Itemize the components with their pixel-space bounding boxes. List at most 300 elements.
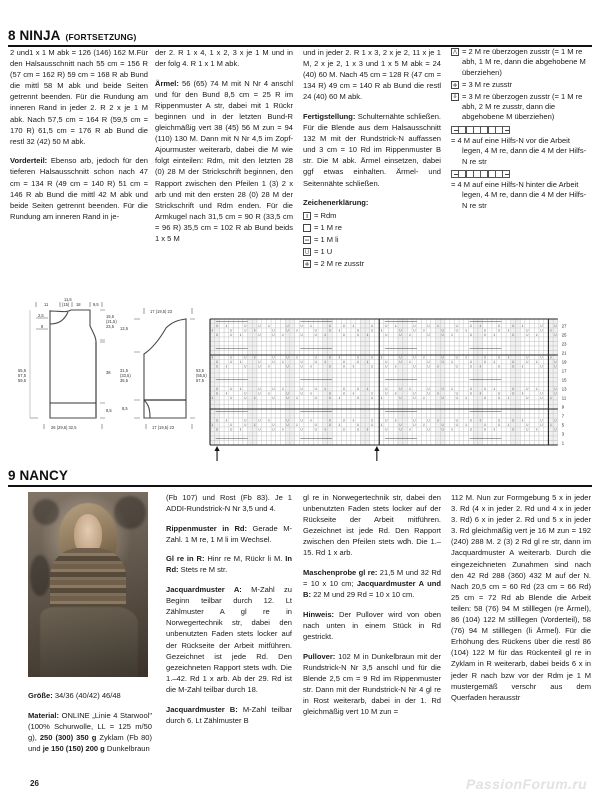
- svg-text:U: U: [441, 355, 444, 360]
- svg-text:U: U: [342, 418, 346, 423]
- legend-item-sk2p: [451, 92, 591, 123]
- svg-text:U: U: [385, 387, 388, 392]
- svg-text:U: U: [455, 324, 458, 329]
- text-hinweis: Der Pullover wird von oben nach unten in einem Stück in Rd gestrickt.: [303, 609, 441, 642]
- svg-text:U: U: [314, 333, 317, 338]
- ninja-col1-para1: 2 und1 x 1 M abk = 126 (146) 162 M.Für den Halsausschnitt nach 55 cm = 156 R (57 cm = 162 R) 59 cm = 168 R ab Bund die mittl 58 M abk und beide Seiten getrennt beenden. Für die Rundung am inneren Rand in jeder 2. R 2 x je 1 M abk. Nach 57,5 cm = 164 R (59,5 cm = 170 R) 61,5 cm = 176 R ab Bund die restl 32 (42) 50 M abk.: [10, 48, 148, 146]
- legend-label-k2tog: = 2 M re zusstr: [314, 258, 365, 268]
- text-groesse: 34/36 (40/42) 46/48: [52, 691, 121, 700]
- nancy-material: [28, 710, 152, 754]
- svg-text:17 (19,5) 23: 17 (19,5) 23: [152, 425, 175, 430]
- svg-text:U: U: [483, 387, 487, 392]
- svg-text:⇓: ⇓: [225, 324, 228, 329]
- svg-text:1: 1: [561, 440, 565, 446]
- svg-text:U: U: [300, 324, 303, 329]
- svg-text:U: U: [300, 427, 303, 432]
- svg-text:⇓: ⇓: [492, 360, 496, 365]
- legend-item-rdm: [303, 211, 441, 221]
- svg-text:U: U: [427, 324, 430, 329]
- svg-text:U: U: [229, 427, 233, 432]
- svg-text:⇓: ⇓: [422, 328, 426, 333]
- svg-text:U: U: [370, 396, 374, 401]
- legend-title: Zeichenerklärung:: [303, 198, 369, 208]
- svg-text:U: U: [328, 364, 332, 369]
- svg-text:U: U: [272, 328, 275, 333]
- svg-text:U: U: [455, 328, 458, 333]
- svg-text:⇓: ⇓: [478, 364, 482, 369]
- nancy-rippenmuster: [166, 523, 292, 545]
- svg-text:U: U: [314, 360, 317, 365]
- svg-text:U: U: [370, 328, 374, 333]
- nancy-groesse: [28, 690, 152, 701]
- svg-text:11: 11: [561, 395, 567, 401]
- svg-text:⇓: ⇓: [549, 328, 553, 333]
- svg-text:U: U: [272, 360, 275, 365]
- svg-text:⇓: ⇓: [478, 324, 482, 329]
- svg-text:U: U: [215, 427, 219, 432]
- svg-text:⇓: ⇓: [337, 396, 341, 401]
- svg-text:U: U: [272, 423, 275, 428]
- svg-text:⇓: ⇓: [450, 360, 454, 365]
- svg-text:U: U: [342, 387, 346, 392]
- nancy-col1-para1: (Fb 107) und Rost (Fb 83). Je 1 ADDI-Rundstrick-N Nr 3,5 und 4.: [166, 493, 292, 514]
- svg-text:⇓: ⇓: [450, 387, 454, 392]
- svg-text:U: U: [413, 423, 416, 428]
- label-glre: Gl re in R:: [166, 554, 205, 564]
- svg-text:U: U: [497, 423, 501, 428]
- svg-text:U: U: [215, 324, 219, 329]
- svg-text:⇓: ⇓: [210, 355, 214, 360]
- svg-text:U: U: [526, 360, 529, 365]
- svg-text:⇓: ⇓: [436, 364, 440, 369]
- svg-text:⇓: ⇓: [253, 328, 257, 333]
- svg-text:U: U: [399, 387, 402, 392]
- svg-text:U: U: [370, 418, 374, 423]
- svg-text:8,5: 8,5: [106, 408, 112, 413]
- svg-text:U: U: [511, 360, 515, 365]
- text-material-bold-2: je 150 (150) 200 g: [42, 743, 105, 753]
- svg-text:U: U: [356, 427, 360, 432]
- svg-text:U: U: [385, 391, 388, 396]
- svg-text:⇓: ⇓: [507, 396, 510, 401]
- nancy-column-1: [166, 492, 292, 726]
- svg-text:U: U: [497, 328, 501, 333]
- svg-text:U: U: [258, 324, 261, 329]
- svg-text:U: U: [244, 418, 247, 423]
- svg-text:⇓: ⇓: [549, 396, 553, 401]
- svg-text:⇓: ⇓: [464, 423, 468, 428]
- svg-text:U: U: [554, 333, 557, 338]
- legend-item-ssk: [451, 47, 591, 78]
- svg-text:U: U: [286, 418, 289, 423]
- section-title-ninja: 8 NINJA: [8, 28, 61, 43]
- text-maschenprobe: 21,5 M und 32 Rd = 10 x 10 cm;: [303, 568, 441, 589]
- svg-text:57,5: 57,5: [18, 373, 26, 378]
- svg-text:8,5: 8,5: [122, 406, 128, 411]
- svg-text:U: U: [497, 391, 501, 396]
- svg-text:23: 23: [561, 341, 567, 347]
- svg-text:3: 3: [561, 431, 565, 437]
- k3tog-symbol-icon: [451, 81, 459, 89]
- svg-text:U: U: [540, 355, 543, 360]
- svg-text:7: 7: [561, 413, 565, 419]
- legend-label-k3tog: = 3 M re zusstr: [462, 79, 513, 89]
- svg-text:U: U: [229, 355, 233, 360]
- svg-text:U: U: [497, 418, 501, 423]
- nancy-jacquard-a: [166, 584, 292, 695]
- svg-text:⇓: ⇓: [549, 355, 553, 360]
- svg-text:U: U: [441, 396, 444, 401]
- svg-text:⇓: ⇓: [225, 364, 228, 369]
- svg-text:U: U: [215, 387, 219, 392]
- svg-text:U: U: [497, 396, 501, 401]
- ninja-col3-para1: und in jeder 2. R 1 x 3, 2 x je 2, 11 x je 1 M, 2 x je 2, 1 x 3 und 1 x 5 M abk = 24 (40) 60 M. Nach 45 cm = 128 R (47 cm = 134 R) 49 cm = 140 R ab Bund die restl 24 (40) 60 M abk.: [303, 48, 441, 102]
- svg-text:⇓: ⇓: [351, 418, 355, 423]
- svg-text:U: U: [427, 387, 430, 392]
- text-maschenprobe-2: 22 M und 29 Rd = 10 x 10 cm.: [310, 590, 415, 600]
- svg-text:⇓: ⇓: [366, 333, 369, 338]
- label-jacquard-a: Jacquardmuster A:: [166, 585, 242, 595]
- svg-text:⇓: ⇓: [366, 427, 369, 432]
- svg-text:⇓: ⇓: [253, 396, 257, 401]
- ninja-col1-vorderteil: [10, 155, 148, 222]
- svg-text:U: U: [540, 328, 543, 333]
- svg-text:U: U: [244, 391, 247, 396]
- svg-text:25: 25: [561, 332, 567, 338]
- svg-text:U: U: [483, 396, 487, 401]
- svg-text:⇓: ⇓: [450, 333, 454, 338]
- svg-text:⇓: ⇓: [281, 360, 285, 365]
- svg-text:U: U: [300, 364, 303, 369]
- svg-text:⇓: ⇓: [309, 364, 313, 369]
- svg-text:U: U: [399, 333, 402, 338]
- svg-text:18: 18: [76, 302, 81, 307]
- svg-text:U: U: [511, 418, 515, 423]
- svg-text:⇓: ⇓: [535, 360, 539, 365]
- svg-text:U: U: [483, 360, 487, 365]
- svg-text:U: U: [413, 364, 416, 369]
- svg-text:13,5: 13,5: [120, 326, 128, 331]
- svg-text:U: U: [258, 364, 261, 369]
- svg-text:15: 15: [561, 377, 567, 383]
- section-subtitle-ninja: (FORTSETZUNG): [65, 32, 137, 42]
- svg-text:U: U: [427, 364, 430, 369]
- svg-text:⇓: ⇓: [281, 333, 285, 338]
- nancy-jacquard-b: [166, 704, 292, 726]
- legend-item-purl: [303, 235, 441, 245]
- svg-text:U: U: [427, 333, 430, 338]
- label-glre-rd: In Rd:: [166, 554, 292, 575]
- ninja-col2-para1: der 2. R 1 x 4, 1 x 2, 3 x je 1 M und in der folg 4. R 1 x 1 M abk.: [155, 48, 293, 69]
- svg-text:⇓: ⇓: [507, 423, 510, 428]
- svg-text:U: U: [385, 418, 388, 423]
- svg-text:⇓: ⇓: [337, 355, 341, 360]
- svg-text:U: U: [244, 364, 247, 369]
- svg-text:U: U: [385, 427, 388, 432]
- svg-text:U: U: [469, 360, 473, 365]
- svg-text:27: 27: [561, 323, 567, 329]
- svg-text:⇓: ⇓: [239, 427, 242, 432]
- svg-text:U: U: [540, 391, 543, 396]
- svg-text:⇓: ⇓: [337, 328, 341, 333]
- svg-text:U: U: [526, 396, 529, 401]
- svg-text:U: U: [526, 427, 529, 432]
- svg-text:⇓: ⇓: [422, 396, 426, 401]
- svg-text:⇓: ⇓: [323, 427, 327, 432]
- svg-text:U: U: [455, 364, 458, 369]
- svg-text:U: U: [286, 324, 289, 329]
- svg-text:⇓: ⇓: [239, 360, 242, 365]
- svg-text:⇓: ⇓: [323, 387, 327, 392]
- svg-text:⇓: ⇓: [351, 324, 355, 329]
- svg-text:U: U: [427, 427, 430, 432]
- label-vorderteil: Vorderteil:: [10, 156, 48, 166]
- svg-text:U: U: [441, 423, 444, 428]
- label-pullover: Pullover:: [303, 651, 336, 661]
- legend-item-yarnover: [303, 247, 441, 257]
- svg-text:⇓: ⇓: [366, 360, 369, 365]
- svg-text:U: U: [469, 391, 473, 396]
- svg-text:⇓: ⇓: [309, 324, 313, 329]
- svg-text:U: U: [314, 427, 317, 432]
- svg-text:(21,5): (21,5): [106, 319, 117, 324]
- svg-text:⇓: ⇓: [521, 364, 524, 369]
- svg-text:U: U: [441, 333, 444, 338]
- svg-text:⇓: ⇓: [351, 391, 355, 396]
- svg-text:U: U: [342, 391, 346, 396]
- svg-text:U: U: [483, 355, 487, 360]
- svg-text:⇓: ⇓: [225, 391, 228, 396]
- svg-text:U: U: [526, 423, 529, 428]
- svg-text:U: U: [258, 387, 261, 392]
- nancy-column-2: [303, 492, 441, 717]
- svg-text:⇓: ⇓: [492, 387, 496, 392]
- svg-text:⇓: ⇓: [323, 360, 327, 365]
- svg-text:17 (19,5) 23: 17 (19,5) 23: [150, 309, 173, 314]
- svg-text:U: U: [229, 333, 233, 338]
- ninja-col2-aermel: [155, 78, 293, 244]
- svg-text:U: U: [554, 427, 557, 432]
- svg-text:U: U: [244, 396, 247, 401]
- svg-text:U: U: [441, 360, 444, 365]
- svg-text:U: U: [370, 324, 374, 329]
- svg-text:U: U: [286, 423, 289, 428]
- svg-text:⇓: ⇓: [478, 391, 482, 396]
- svg-text:U: U: [342, 333, 346, 338]
- svg-text:⇓: ⇓: [394, 391, 398, 396]
- rdm-symbol-icon: [303, 212, 311, 220]
- svg-text:⇓: ⇓: [408, 333, 412, 338]
- svg-text:U: U: [497, 355, 501, 360]
- svg-text:⇓: ⇓: [436, 418, 440, 423]
- svg-text:⇓: ⇓: [507, 355, 510, 360]
- text-jacquard-a: M-Zahl zu Beginn teilbar durch 12. Lt Zählmuster A gl re in Norwegertechnik str, dabei den unbenutzten Faden stets locker auf der Rückseite der Arbeit mitführen. Gezeichnet ist jede Rd. Den gezeichneten Rapport stets wdh. Die 1.–42. Rd 1 x arb. Ab der 29. Rd ist die M-Zahl teilbar durch 18.: [166, 585, 292, 694]
- svg-text:U: U: [455, 396, 458, 401]
- svg-text:U: U: [427, 418, 430, 423]
- label-aermel: Ärmel:: [155, 78, 179, 88]
- text-aermel: 56 (65) 74 M mit N Nr 4 anschl und für den Bund 8,5 cm = 25 R im Rippenmuster A str, dabei mit 1 Rückr beginnen und in der letzten Bund-R gleichmäßig vert 38 (45) 56 M zun = 94 (110) 130 M. Dann mit N Nr 4,5 im Zopf-Ajourmuster weiterarb, dabei die M wie folgt einteilen: Rdm, mit den letzten 28 (0) 28 M der Strickschrift beginnen, den Rapport zwischen den Pfeilen 1 (3) 2 x arb und mit den ersten 28 (0) 28 M der Strickschrift und Rdm enden. Für die Armkugel nach 31,5 cm = 90 R (33,5 cm = 96 R) 35,5 cm = 102 R ab Bund beids 1 x 5 M: [155, 78, 293, 243]
- cable-front-symbol-icon: [451, 126, 591, 134]
- svg-text:U: U: [399, 396, 402, 401]
- svg-text:U: U: [554, 324, 557, 329]
- svg-text:U: U: [370, 364, 374, 369]
- svg-text:⇓: ⇓: [535, 387, 539, 392]
- svg-text:⇓: ⇓: [267, 324, 271, 329]
- svg-text:U: U: [314, 328, 317, 333]
- svg-text:U: U: [356, 423, 360, 428]
- svg-text:U: U: [385, 364, 388, 369]
- section-header-nancy: [8, 468, 592, 487]
- svg-text:⇓: ⇓: [464, 328, 468, 333]
- text-fertigstellung: Schulternähte schließen. Für die Blende aus dem Halsausschnitt 132 M mit der Rundstrick-N auffassen und 3 cm = 10 Rd im Rippenmuster B str. Die M abk. Ärmel einsetzen, dabei ggf etwas einhalten. Ärmel- und Seitennähte schließen.: [303, 111, 441, 188]
- nancy-hinweis: [303, 609, 441, 642]
- svg-text:53,5: 53,5: [196, 368, 204, 373]
- svg-text:U: U: [215, 360, 219, 365]
- svg-text:⇓: ⇓: [422, 423, 426, 428]
- nancy-glre: [166, 553, 292, 575]
- svg-text:⇓: ⇓: [239, 333, 242, 338]
- svg-text:U: U: [215, 418, 219, 423]
- ssk-symbol-icon: [451, 48, 459, 56]
- svg-text:U: U: [413, 355, 416, 360]
- svg-text:U: U: [455, 418, 458, 423]
- svg-text:U: U: [399, 328, 402, 333]
- svg-text:38: 38: [106, 370, 111, 375]
- nancy-meta-column: [28, 690, 152, 754]
- svg-text:U: U: [511, 324, 515, 329]
- svg-text:U: U: [342, 324, 346, 329]
- svg-text:U: U: [469, 364, 473, 369]
- svg-text:U: U: [497, 364, 501, 369]
- svg-text:U: U: [356, 396, 360, 401]
- legend-label-yarnover: = 1 U: [314, 246, 333, 256]
- svg-text:⇓: ⇓: [380, 355, 383, 360]
- legend-label-cable-back: = 4 M auf eine Hilfs-N hinter die Arbeit legen, 4 M re, dann die 4 M der Hilfs-N re str: [451, 180, 587, 210]
- svg-text:⇓: ⇓: [380, 396, 383, 401]
- svg-text:⇓: ⇓: [309, 391, 313, 396]
- label-hinweis: Hinweis:: [303, 609, 335, 619]
- svg-text:⇓: ⇓: [521, 391, 524, 396]
- svg-text:U: U: [511, 333, 515, 338]
- svg-text:U: U: [511, 364, 515, 369]
- sleeve-schematic: [110, 296, 215, 436]
- section-title-nancy: 9 NANCY: [8, 468, 68, 483]
- text-rippenmuster: Gerade M-Zahl. 1 M re, 1 M li im Wechsel.: [166, 523, 293, 544]
- svg-text:U: U: [483, 427, 487, 432]
- svg-text:U: U: [300, 360, 303, 365]
- svg-text:⇓: ⇓: [478, 418, 482, 423]
- svg-text:U: U: [511, 391, 515, 396]
- legend-label-knit: = 1 M re: [314, 223, 342, 233]
- svg-text:U: U: [370, 423, 374, 428]
- nancy-maschenprobe: [303, 567, 441, 600]
- svg-text:U: U: [272, 333, 275, 338]
- svg-text:⇓: ⇓: [408, 427, 412, 432]
- svg-text:⇓: ⇓: [408, 360, 412, 365]
- svg-text:U: U: [370, 355, 374, 360]
- svg-text:U: U: [540, 324, 543, 329]
- svg-text:⇓: ⇓: [267, 391, 271, 396]
- text-pullover: 102 M in Dunkelbraun mit der Rundstrick-N Nr 3,5 anschl und für die Blende 2,5 cm = 9 Rd im Rippenmuster str. Dann mit der Rundstrick-N Nr 4 gl re in Rost weiterarb, dabei in der 1. Rd gleichmäßig vert 10 M zun =: [303, 651, 441, 717]
- legend-label-purl: = 1 M li: [314, 235, 339, 245]
- svg-text:⇓: ⇓: [436, 391, 440, 396]
- svg-text:U: U: [229, 328, 233, 333]
- svg-text:21: 21: [561, 350, 567, 356]
- yarn-over-symbol-icon: [303, 248, 311, 256]
- svg-text:U: U: [258, 427, 261, 432]
- svg-text:⇓: ⇓: [267, 418, 271, 423]
- svg-text:U: U: [385, 324, 388, 329]
- svg-text:U: U: [540, 396, 543, 401]
- svg-text:U: U: [526, 333, 529, 338]
- svg-text:U: U: [328, 328, 332, 333]
- svg-text:⇓: ⇓: [464, 355, 468, 360]
- text-glre: Hinr re M, Rückr li M.: [204, 554, 286, 564]
- svg-text:U: U: [286, 328, 289, 333]
- svg-text:U: U: [272, 355, 275, 360]
- svg-text:U: U: [300, 418, 303, 423]
- text-vorderteil: Ebenso arb, jedoch für den tieferen Halsausschnitt schon nach 47 cm = 134 R (49 cm = 140 R) 51 cm = 146 R ab Bund die mittl 42 M abk und beide Seiten getrennt beenden. Für die Rundung am inneren Rand in je-: [10, 156, 148, 221]
- svg-text:⇓: ⇓: [507, 328, 510, 333]
- svg-text:U: U: [399, 427, 402, 432]
- svg-text:⇓: ⇓: [380, 423, 383, 428]
- ninja-col3-fertigstellung: [303, 111, 441, 189]
- svg-text:U: U: [469, 333, 473, 338]
- watermark: PassionForum.ru: [466, 776, 588, 792]
- svg-text:U: U: [286, 391, 289, 396]
- svg-text:U: U: [300, 391, 303, 396]
- svg-text:55,5: 55,5: [18, 368, 26, 373]
- svg-text:U: U: [286, 396, 289, 401]
- svg-text:⇓: ⇓: [239, 387, 242, 392]
- svg-text:U: U: [483, 328, 487, 333]
- svg-text:U: U: [356, 333, 360, 338]
- svg-text:U: U: [399, 360, 402, 365]
- text-material-3: Dunkelbraun: [104, 743, 150, 753]
- svg-text:⇓: ⇓: [422, 355, 426, 360]
- svg-text:⇓: ⇓: [521, 324, 524, 329]
- svg-text:U: U: [286, 355, 289, 360]
- svg-text:U: U: [229, 396, 233, 401]
- svg-text:U: U: [385, 360, 388, 365]
- svg-text:8: 8: [41, 324, 44, 329]
- svg-text:U: U: [314, 355, 317, 360]
- knitting-chart: [206, 316, 590, 471]
- svg-text:U: U: [385, 333, 388, 338]
- svg-text:U: U: [356, 328, 360, 333]
- svg-text:35,5: 35,5: [120, 378, 128, 383]
- svg-text:U: U: [554, 360, 557, 365]
- svg-text:U: U: [497, 324, 501, 329]
- svg-text:⇓: ⇓: [267, 364, 271, 369]
- svg-text:U: U: [526, 328, 529, 333]
- svg-text:U: U: [244, 423, 247, 428]
- ninja-column-1: [10, 47, 148, 222]
- svg-text:⇓: ⇓: [295, 423, 299, 428]
- svg-text:⇓: ⇓: [253, 355, 257, 360]
- svg-text:U: U: [286, 364, 289, 369]
- svg-text:⇓: ⇓: [210, 423, 214, 428]
- svg-text:U: U: [328, 396, 332, 401]
- section-header-ninja: [8, 28, 592, 47]
- svg-text:U: U: [272, 387, 275, 392]
- knit-stitch-symbol-icon: [303, 224, 311, 232]
- label-groesse: Größe:: [28, 691, 53, 700]
- svg-text:⇓: ⇓: [450, 427, 454, 432]
- svg-text:⇓: ⇓: [436, 324, 440, 329]
- svg-text:U: U: [427, 360, 430, 365]
- svg-text:U: U: [356, 355, 360, 360]
